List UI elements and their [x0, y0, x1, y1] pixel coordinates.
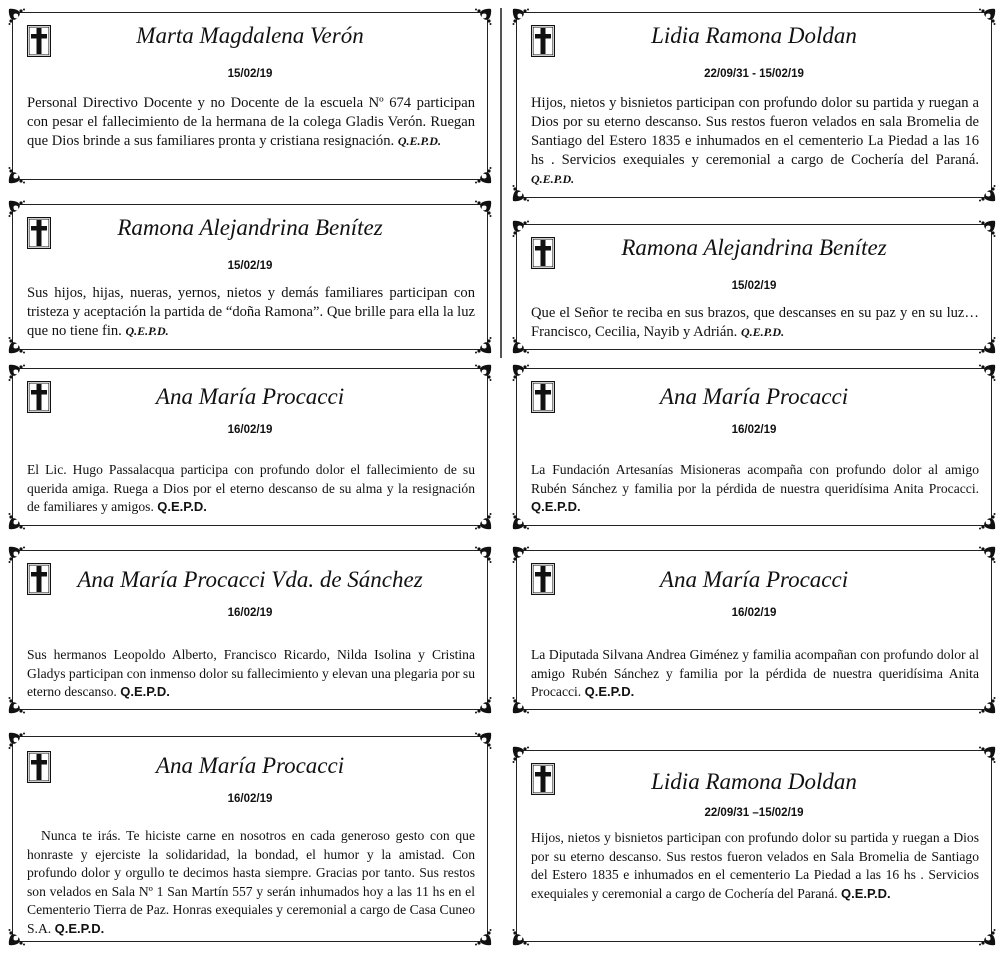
obituary-notice	[516, 224, 992, 350]
column-divider	[500, 8, 502, 358]
obituary-notice	[12, 736, 488, 942]
deceased-name: Ramona Alejandrina Benítez	[621, 235, 887, 260]
notice-text: Hijos, nietos y bisnietos participan con profundo dolor su partida y ruegan a Dios por su eterno descanso. Sus restos fueron velados en Sala Bromelia de Santiago del Estero 1835 e inhumados en el cementerio La Piedad a las 16 hs . Servicios exequiales y ceremonial a cargo de Cochería del Paraná. Q.E.P.D.	[531, 830, 979, 901]
notice-date: 16/02/19	[227, 607, 273, 619]
qepd-label: Q.E.P.D.	[157, 499, 207, 514]
notice-date: 15/02/19	[227, 260, 273, 272]
qepd-label: Q.E.P.D.	[54, 920, 105, 936]
ornament-corner-icon	[469, 545, 493, 569]
qepd-label: Q.E.P.D.	[120, 684, 170, 699]
notice-text: Sus hermanos Leopoldo Alberto, Francisco Ricardo, Nilda Isolina y Cristina Gladys participan con inmenso dolor su fallecimiento y elevan una plegaria por su eterno descanso. Q.E.P.D.	[27, 647, 475, 699]
obituary-notice	[12, 12, 488, 180]
notice-text: El Lic. Hugo Passalacqua participa con profundo dolor el fallecimiento de su querida amiga. Ruega a Dios por el eterno descanso de su alma y la resignación de familiares y amigos. Q.E.P.D.	[27, 462, 475, 514]
deceased-name: Ana María Procacci	[155, 384, 345, 409]
notice-date: 15/02/19	[227, 68, 273, 80]
notice-text: Personal Directivo Docente y no Docente de la escuela Nº 674 participan con pesar el fallecimiento de la hermana de la colega Gladis Verón. Ruegan que Dios brinde a sus familiares pronta y cristiana resignación. Q.E.P.D.	[27, 95, 475, 149]
ornament-corner-icon	[469, 161, 493, 185]
ornament-corner-icon	[973, 745, 997, 769]
deceased-name: Ana María Procacci	[659, 384, 849, 409]
qepd-label: Q.E.P.D.	[397, 134, 441, 148]
notice-text: Hijos, nietos y bisnietos participan con profundo dolor su partida y ruegan a Dios por su eterno descanso. Sus restos fueron velados en sala Bromelia de Santiago del Estero 1835 e inhumados en el cementerio La Piedad a las 16 hs . Servicios exequiales y ceremonial a cargo de Cochería del Paraná. Q.E.P.D.	[531, 95, 979, 186]
notice-text: Que el Señor te reciba en sus brazos, que descanses en su paz y en su luz… Francisco, Cecilia, Nayib y Adrián. Q.E.P.D.	[531, 305, 979, 340]
obituary-notice	[12, 204, 488, 350]
obituary-notice	[516, 750, 992, 942]
notice-date: 16/02/19	[227, 424, 273, 436]
deceased-name: Ana María Procacci	[155, 753, 345, 778]
ornament-corner-icon	[511, 923, 535, 947]
obituary-notice	[516, 550, 992, 710]
obituary-notice	[12, 368, 488, 526]
ornament-corner-icon	[7, 161, 31, 185]
qepd-label: Q.E.P.D.	[740, 325, 785, 339]
qepd-label: Q.E.P.D.	[841, 885, 891, 901]
deceased-name: Lidia Ramona Doldan	[651, 769, 857, 794]
notice-text: La Fundación Artesanías Misioneras acompaña con profundo dolor al amigo Rubén Sánchez y familia por la pérdida de nuestra queridísima Anita Procacci. Q.E.P.D.	[531, 462, 979, 514]
obituary-notice	[12, 550, 488, 710]
deceased-name: Lidia Ramona Doldan	[651, 23, 857, 48]
obituary-notice	[516, 12, 992, 198]
notice-date: 16/02/19	[227, 793, 273, 805]
notice-date: 16/02/19	[731, 424, 777, 436]
notice-text: Sus hijos, hijas, nueras, yernos, nietos y demás familiares participan con tristeza y aceptación la partida de “doña Ramona”. Que brille para ella la luz que no tiene fin. Q.E.P.D.	[27, 285, 475, 339]
deceased-name: Marta Magdalena Verón	[136, 23, 364, 48]
notice-text: Nunca te irás. Te hiciste carne en nosotros en cada generoso gesto con que honraste y ejerciste la solidaridad, la bondad, el humor y la amistad. Con profundo dolor y orgullo te decimos hasta siempre. Gracias por tanto. Sus restos son velados en Sala Nº 1 San Martín 557 y serán inhumados hoy a las 11 hs en el Cementerio Tierra de Paz. Honras exequiales y ceremonial a cargo de Casa Cuneo S.A. Q.E.P.D.	[27, 828, 475, 936]
ornament-corner-icon	[973, 923, 997, 947]
deceased-name: Ana María Procacci	[659, 567, 849, 592]
ornament-corner-icon	[973, 545, 997, 569]
qepd-label: Q.E.P.D.	[125, 324, 169, 338]
qepd-label: Q.E.P.D.	[584, 684, 635, 699]
notice-date: 16/02/19	[731, 607, 777, 619]
qepd-label: Q.E.P.D.	[531, 172, 575, 186]
deceased-name: Ramona Alejandrina Benítez	[117, 215, 383, 240]
qepd-label: Q.E.P.D.	[531, 499, 581, 514]
notice-text: La Diputada Silvana Andrea Giménez y familia acompañan con profundo dolor al amigo Rubén Sánchez y familia por la pérdida de nuestra queridísima Anita Procacci. Q.E.P.D.	[531, 647, 979, 699]
deceased-name: Ana María Procacci Vda. de Sánchez	[77, 567, 423, 592]
obituary-notice	[516, 368, 992, 526]
notice-date: 22/09/31 –15/02/19	[704, 807, 804, 819]
ornament-corner-icon	[469, 731, 493, 755]
notice-date: 22/09/31 - 15/02/19	[704, 68, 804, 80]
notice-date: 15/02/19	[731, 280, 777, 292]
